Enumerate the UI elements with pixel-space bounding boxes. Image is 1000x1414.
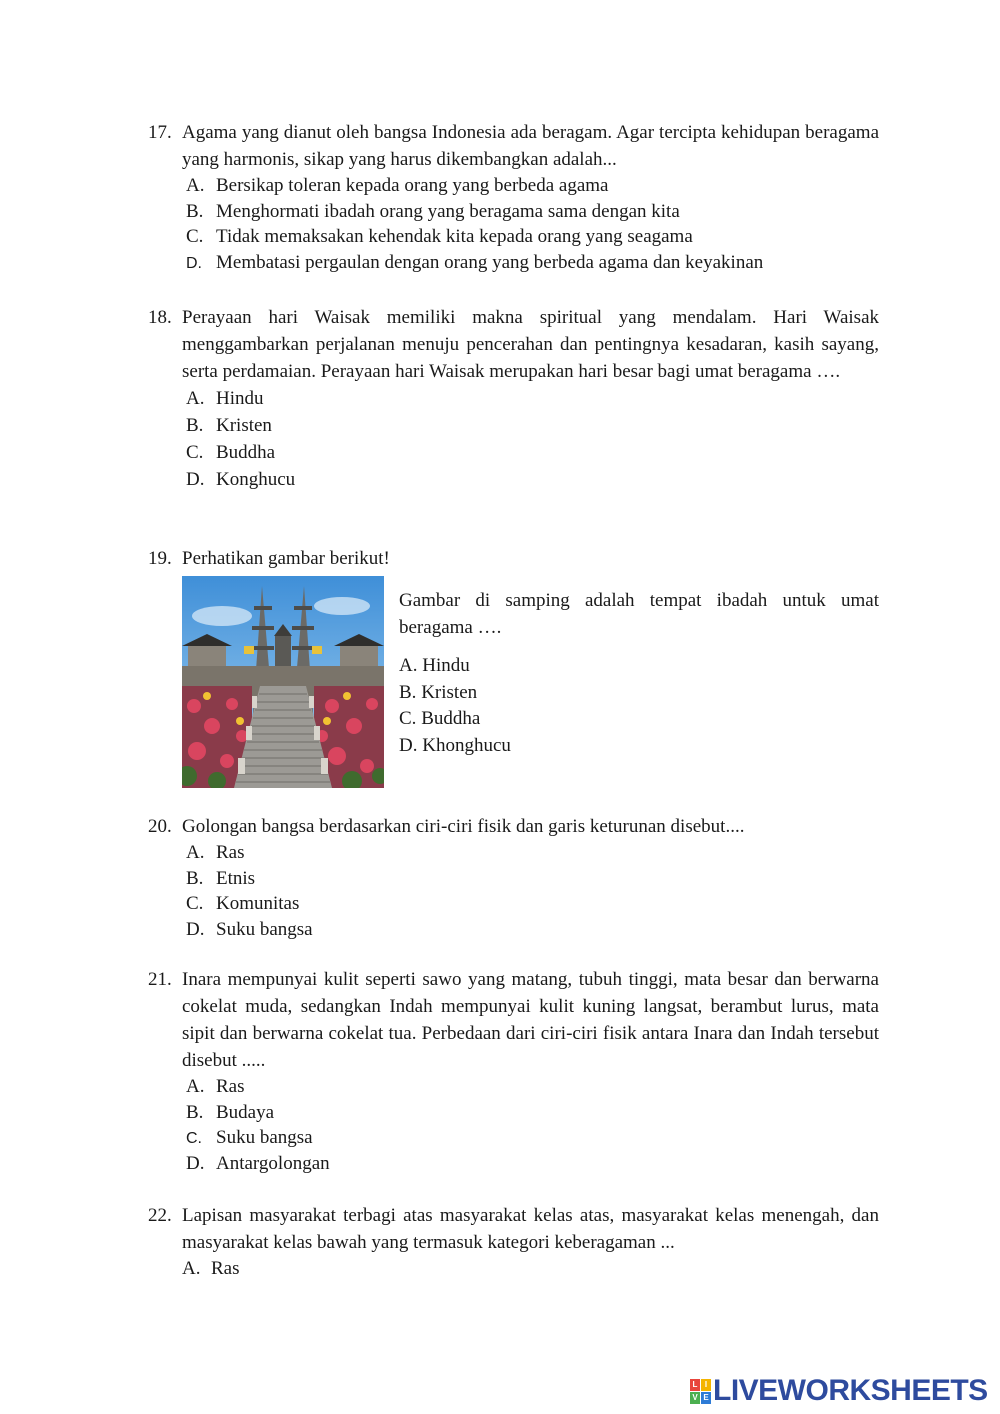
question-number: 20. — [148, 816, 172, 837]
option-b[interactable] — [186, 1100, 879, 1126]
option-letter: C. — [186, 442, 204, 463]
option-letter: B. — [186, 1101, 204, 1123]
option-text: Suku bangsa — [216, 918, 313, 940]
question-number: 21. — [148, 969, 172, 990]
question-stem: Agama yang dianut oleh bangsa Indonesia ada beragam. Agar tercipta kehidupan beragama yang harmonis, sikap yang harus dikembangkan adalah... — [182, 122, 879, 170]
option-letter: B. — [186, 867, 204, 889]
option-text: Khonghucu — [422, 734, 511, 756]
option-b[interactable] — [186, 866, 879, 892]
temple-illustration — [182, 576, 384, 788]
option-d[interactable] — [399, 733, 879, 760]
option-letter: B. — [399, 681, 417, 703]
option-text: Konghucu — [216, 469, 296, 490]
option-d[interactable] — [186, 466, 879, 493]
option-a[interactable] — [186, 1074, 879, 1100]
question-stem: Perayaan hari Waisak memiliki makna spiritual yang mendalam. Hari Waisak menggambarkan perjalanan menuju pencerahan dan pentingnya kesadaran, kasih sayang, serta perdamaian. Perayaan hari Waisak merupakan hari besar bagi umat beragama …. — [182, 307, 879, 382]
option-text: Hindu — [216, 388, 264, 409]
option-text: Antargolongan — [216, 1152, 330, 1174]
option-b[interactable] — [399, 680, 879, 707]
option-a[interactable] — [186, 385, 879, 412]
question-number: 17. — [148, 122, 172, 143]
temple-photo — [182, 576, 384, 788]
option-text: Komunitas — [216, 893, 300, 914]
option-b[interactable] — [186, 199, 879, 225]
question-20 — [148, 813, 879, 942]
option-text: Suku bangsa — [216, 1127, 313, 1148]
option-letter: A. — [182, 1258, 201, 1279]
option-a[interactable] — [399, 653, 879, 680]
option-letter: A. — [186, 175, 205, 196]
option-letter: B. — [186, 415, 204, 436]
option-text: Buddha — [421, 708, 481, 729]
option-d[interactable] — [186, 917, 879, 943]
option-c[interactable] — [399, 706, 879, 733]
option-d[interactable] — [186, 1151, 879, 1177]
logo-badge-icon — [690, 1379, 710, 1403]
option-text: Budaya — [216, 1101, 275, 1123]
question-stem: Perhatikan gambar berikut! — [182, 548, 390, 569]
badge-letter-i: I — [701, 1379, 711, 1391]
logo-text: LIVEWORKSHEETS — [713, 1374, 988, 1407]
question-17 — [148, 119, 879, 275]
option-letter: A. — [186, 1076, 205, 1097]
option-letter: B. — [186, 200, 204, 222]
option-c[interactable] — [186, 1125, 879, 1151]
badge-letter-v: V — [690, 1392, 700, 1404]
option-text: Buddha — [216, 442, 276, 463]
question-stem: Lapisan masyarakat terbagi atas masyarakat kelas atas, masyarakat kelas menengah, dan masyarakat kelas bawah yang termasuk kategori keberagaman ... — [182, 1205, 879, 1253]
question-side-content — [399, 587, 879, 759]
option-c[interactable] — [186, 891, 879, 917]
option-letter: D. — [399, 734, 418, 756]
option-text: Ras — [211, 1258, 240, 1279]
option-text: Hindu — [422, 655, 470, 676]
option-text: Tidak memaksakan kehendak kita kepada orang yang seagama — [216, 226, 693, 247]
option-letter: D. — [186, 1152, 205, 1174]
option-text: Etnis — [216, 867, 256, 889]
option-letter: A. — [186, 842, 205, 863]
option-a[interactable] — [182, 1256, 879, 1282]
option-text: Ras — [216, 842, 245, 863]
option-text: Kristen — [216, 415, 272, 436]
option-letter: D. — [186, 469, 205, 490]
option-text: Bersikap toleran kepada orang yang berbeda agama — [216, 175, 609, 196]
option-letter: C. — [399, 708, 417, 729]
question-18 — [148, 304, 879, 493]
question-side-text: Gambar di samping adalah tempat ibadah untuk umat beragama …. — [399, 590, 879, 638]
option-text: Ras — [216, 1076, 245, 1097]
option-text: Kristen — [421, 681, 478, 703]
option-letter: D. — [186, 918, 205, 940]
option-c[interactable] — [186, 224, 879, 250]
badge-letter-l: L — [690, 1379, 700, 1391]
option-letter: D. — [186, 254, 202, 272]
question-number: 22. — [148, 1205, 172, 1226]
option-letter: C. — [186, 893, 204, 914]
badge-letter-e: E — [701, 1392, 711, 1404]
option-text: Membatasi pergaulan dengan orang yang berbeda agama dan keyakinan — [216, 251, 764, 273]
option-letter: A. — [399, 655, 418, 676]
question-number: 18. — [148, 307, 172, 328]
option-c[interactable] — [186, 439, 879, 466]
liveworksheets-logo — [690, 1371, 988, 1411]
option-b[interactable] — [186, 412, 879, 439]
option-a[interactable] — [186, 173, 879, 199]
question-stem: Inara mempunyai kulit seperti sawo yang matang, tubuh tinggi, mata besar dan berwarna cokelat muda, sedangkan Indah mempunyai kulit kuning langsat, berambut lurus, mata sipit dan berwarna cokelat tua. Perbedaan dari ciri-ciri fisik antara Inara dan Indah tersebut disebut ..... — [182, 969, 879, 1071]
option-letter: A. — [186, 388, 205, 409]
option-a[interactable] — [186, 840, 879, 866]
question-stem: Golongan bangsa berdasarkan ciri-ciri fisik dan garis keturunan disebut.... — [182, 816, 745, 837]
question-19 — [148, 545, 879, 795]
question-21 — [148, 966, 879, 1176]
option-d[interactable] — [186, 250, 879, 276]
option-letter: C. — [186, 1130, 202, 1147]
option-text: Menghormati ibadah orang yang beragama sama dengan kita — [216, 200, 680, 222]
option-letter: C. — [186, 226, 204, 247]
question-22 — [148, 1202, 879, 1282]
question-number: 19. — [148, 548, 172, 569]
